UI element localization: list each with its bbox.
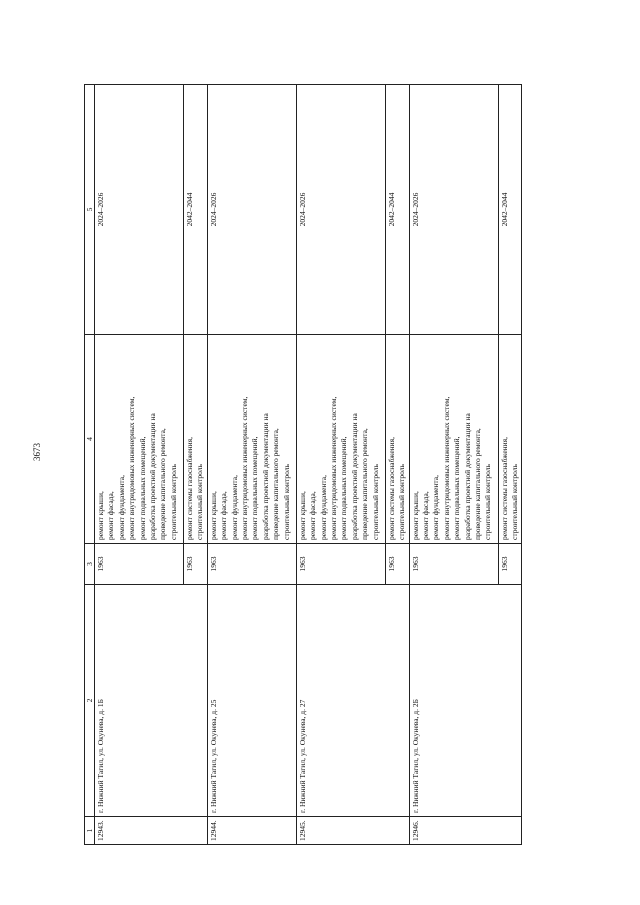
work-item: ремонт фасада, <box>308 491 318 540</box>
work-item: ремонт фасада, <box>219 491 229 540</box>
work-item: строительный контроль <box>195 464 205 540</box>
address-cell: г. Нижний Тагил, ул. Окунева, д. 2Б <box>409 585 522 817</box>
build-year-cell: 1963 <box>184 544 208 585</box>
work-item: строительный контроль <box>483 464 493 540</box>
work-item: ремонт крыши, <box>410 491 420 540</box>
page-number: 3673 <box>32 443 42 461</box>
works-list-cell <box>207 335 296 544</box>
work-item: проведение капитального ремонта, <box>360 428 370 540</box>
column-header: 2 <box>85 585 95 817</box>
build-year-cell: 1963 <box>498 544 522 585</box>
column-header: 4 <box>85 335 95 544</box>
record-number: 12946. <box>409 817 522 845</box>
work-item: ремонт внутридомовых инженерных систем, <box>441 396 451 540</box>
address-cell: г. Нижний Тагил, ул. Окунева, д. 25 <box>207 585 296 817</box>
work-item: ремонт внутридомовых инженерных систем, <box>127 396 137 540</box>
work-item: ремонт системы газоснабжения, <box>185 436 194 540</box>
address-cell: г. Нижний Тагил, ул. Окунева, д. 27 <box>296 585 409 817</box>
work-item: разработка проектной документации на <box>462 413 472 540</box>
table-row <box>409 85 498 845</box>
work-item: строительный контроль <box>510 464 520 540</box>
build-year-cell: 1963 <box>385 544 409 585</box>
work-item: ремонт фасада, <box>421 491 431 540</box>
works-list-cell <box>184 335 208 544</box>
table-row <box>296 85 385 845</box>
work-item: ремонт фасада, <box>106 491 116 540</box>
table-body <box>95 85 522 845</box>
record-number: 12944. <box>207 817 296 845</box>
period-cell: 2024–2026 <box>409 85 498 335</box>
work-item: разработка проектной документации на <box>148 413 158 540</box>
work-item: ремонт внутридомовых инженерных систем, <box>240 396 250 540</box>
period-cell: 2024–2026 <box>296 85 385 335</box>
build-year-cell: 1963 <box>409 544 498 585</box>
work-item: ремонт системы газоснабжения, <box>386 436 396 540</box>
column-number-row <box>85 85 95 845</box>
works-list-cell <box>296 335 385 544</box>
column-header: 5 <box>85 85 95 335</box>
build-year-cell: 1963 <box>296 544 385 585</box>
work-item: ремонт подвальных помещений, <box>339 436 349 540</box>
period-cell: 2042–2044 <box>184 85 208 335</box>
work-item: ремонт системы газоснабжения, <box>499 436 509 540</box>
work-item: ремонт фундамента, <box>431 475 441 540</box>
work-item: строительный контроль <box>397 464 407 540</box>
work-item: проведение капитального ремонта, <box>271 428 281 540</box>
works-list-cell <box>498 335 522 544</box>
work-item: ремонт фундамента, <box>229 475 239 540</box>
work-item: ремонт крыши, <box>208 491 218 540</box>
work-item: строительный контроль <box>370 464 380 540</box>
work-item: ремонт подвальных помещений, <box>250 436 260 540</box>
work-item: строительный контроль <box>281 464 291 540</box>
period-cell: 2024–2026 <box>95 85 184 335</box>
work-item: разработка проектной документации на <box>349 413 359 540</box>
table-row <box>95 85 184 845</box>
rotated-table-container <box>84 85 578 845</box>
works-list-cell <box>385 335 409 544</box>
record-number: 12945. <box>296 817 409 845</box>
column-header: 3 <box>85 544 95 585</box>
work-item: проведение капитального ремонта, <box>473 428 483 540</box>
column-header: 1 <box>85 817 95 845</box>
work-item: ремонт фундамента, <box>318 475 328 540</box>
works-list-cell <box>409 335 498 544</box>
table-row <box>207 85 296 845</box>
work-item: ремонт крыши, <box>297 491 307 540</box>
period-cell: 2042–2044 <box>498 85 522 335</box>
repair-schedule-table <box>84 84 522 845</box>
record-number: 12943. <box>95 817 208 845</box>
work-item: ремонт фундамента, <box>116 475 126 540</box>
period-cell: 2024–2026 <box>207 85 296 335</box>
build-year-cell: 1963 <box>95 544 184 585</box>
works-list-cell <box>95 335 184 544</box>
work-item: ремонт подвальных помещений, <box>137 436 147 540</box>
work-item: строительный контроль <box>168 464 178 540</box>
build-year-cell: 1963 <box>207 544 296 585</box>
work-item: проведение капитального ремонта, <box>158 428 168 540</box>
address-cell: г. Нижний Тагил, ул. Окунева, д. 1Б <box>95 585 208 817</box>
period-cell: 2042–2044 <box>385 85 409 335</box>
work-item: ремонт подвальных помещений, <box>452 436 462 540</box>
work-item: разработка проектной документации на <box>260 413 270 540</box>
work-item: ремонт внутридомовых инженерных систем, <box>329 396 339 540</box>
work-item: ремонт крыши, <box>96 491 105 540</box>
